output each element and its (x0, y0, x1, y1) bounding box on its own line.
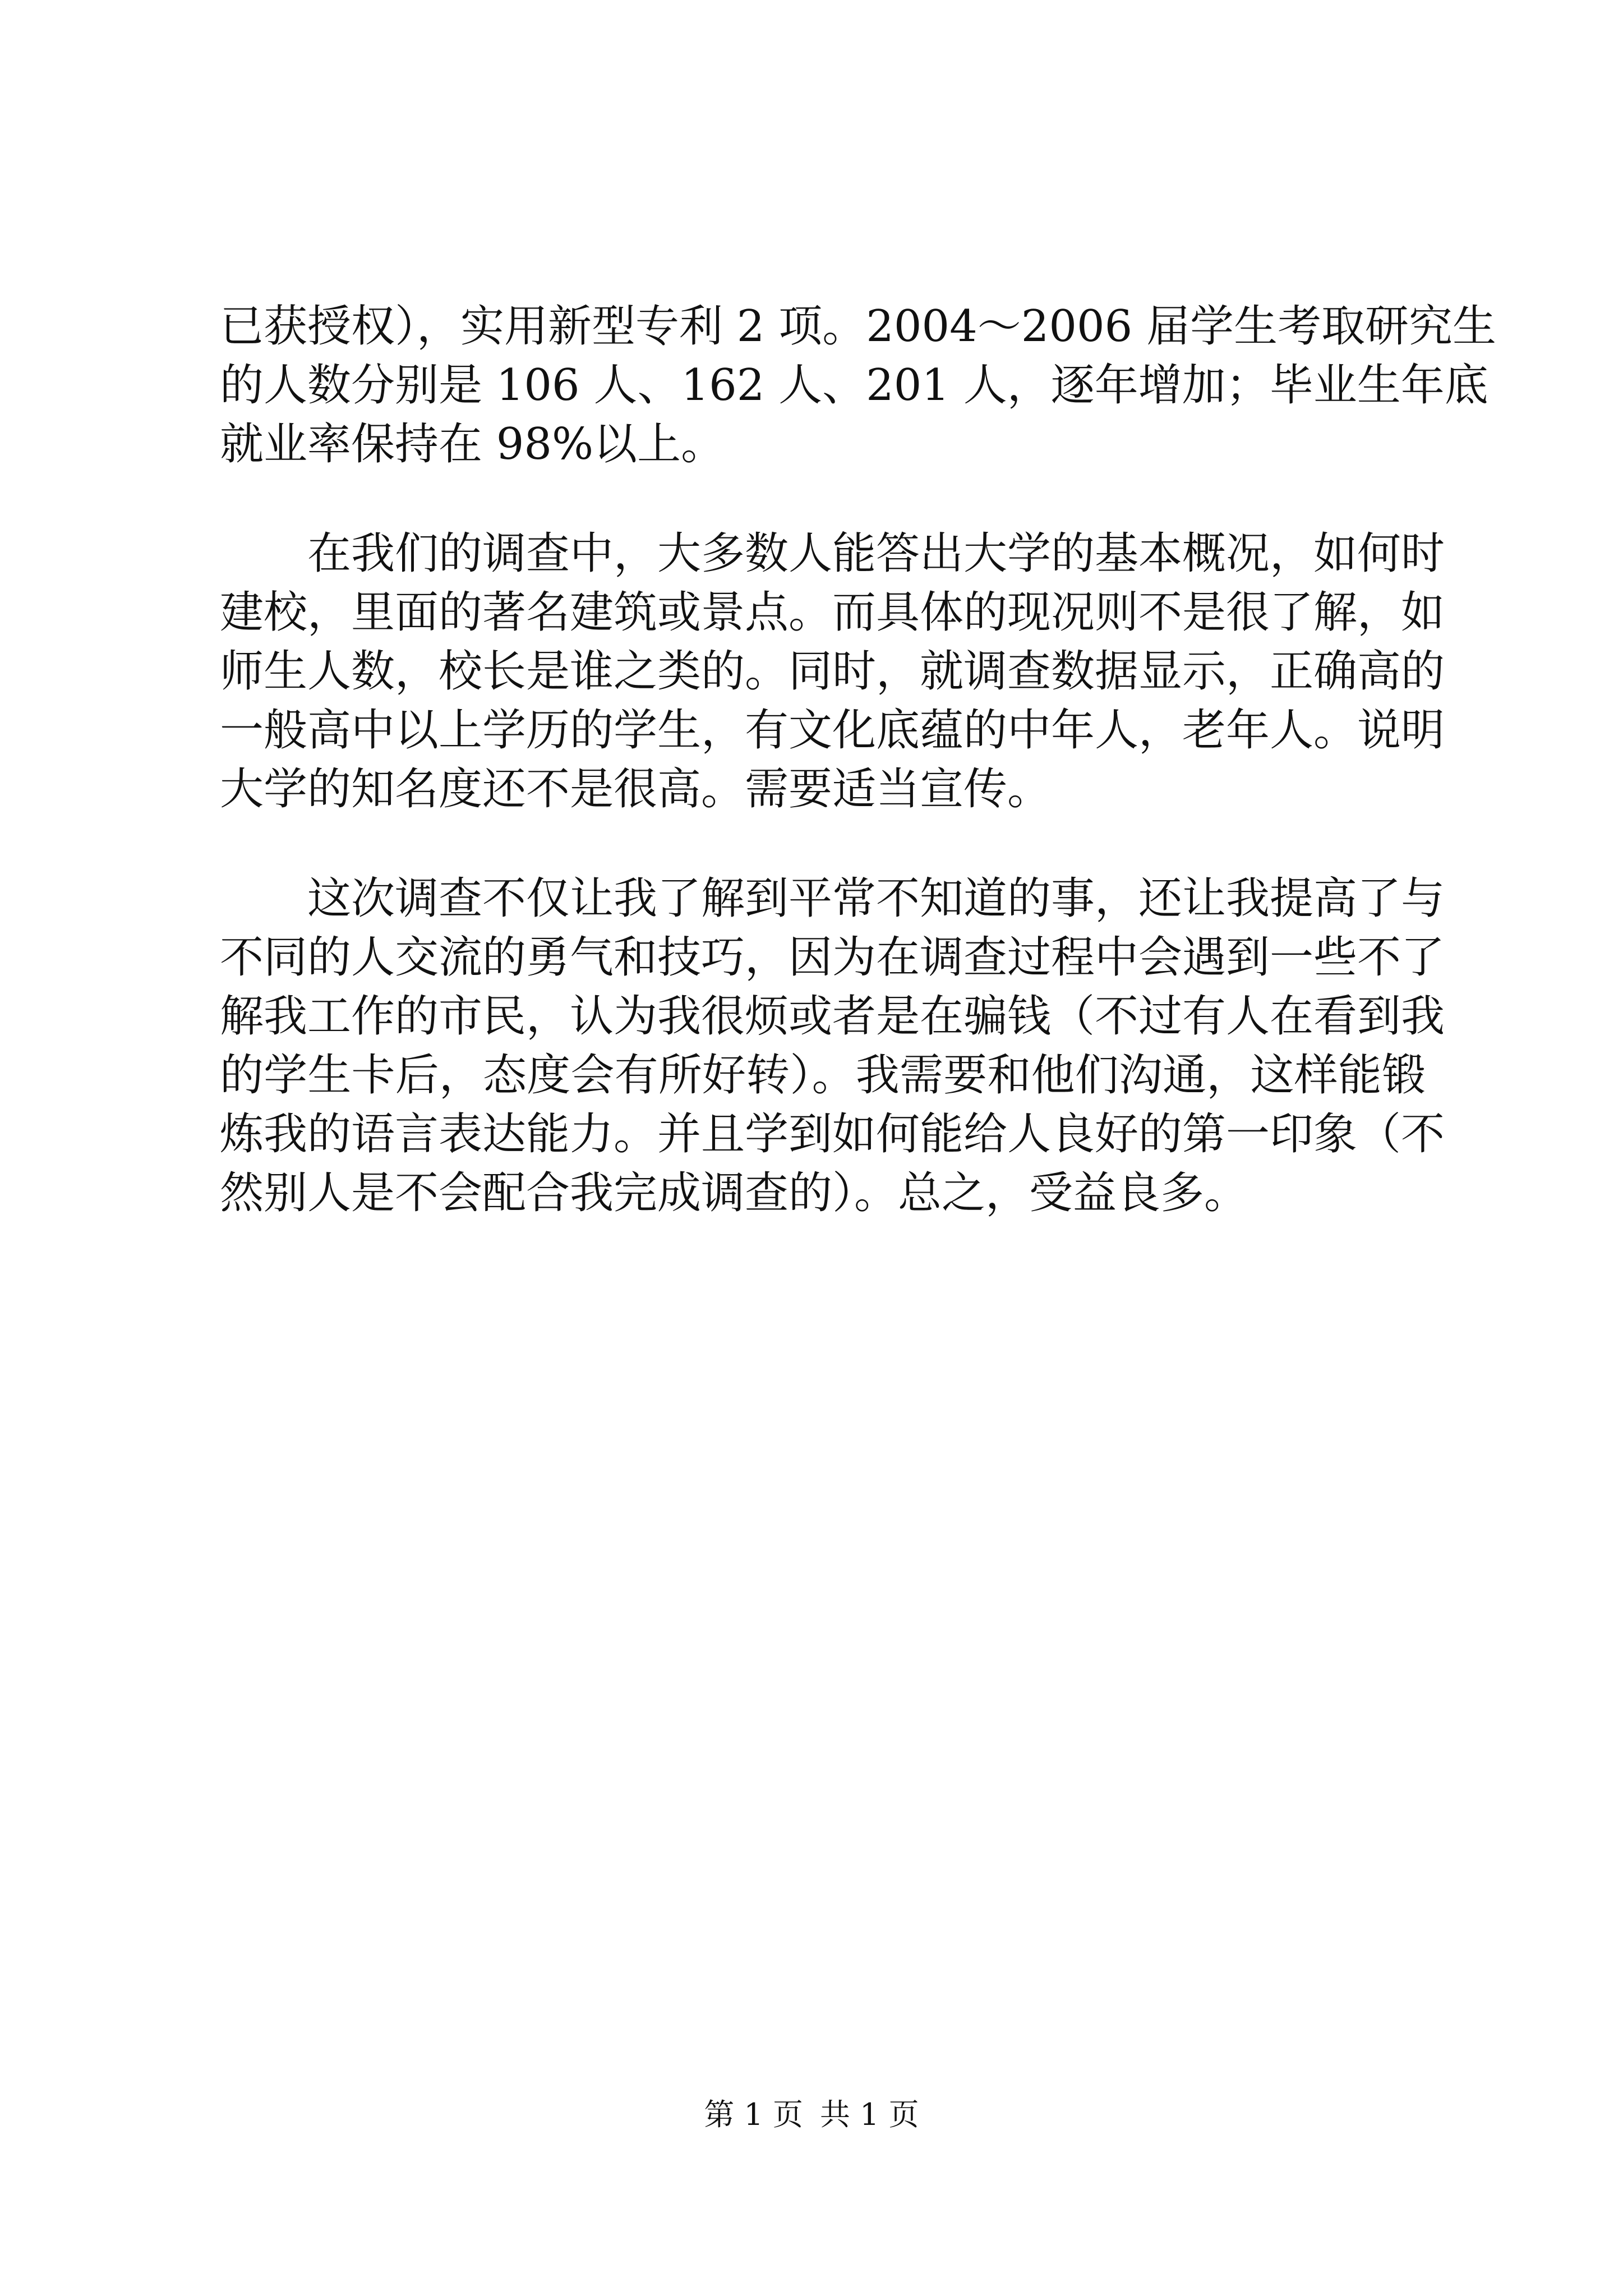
text-line: 就业率保持在 98%以上。 (220, 419, 725, 470)
text-line: 的学生卡后，态度会有所好转）。我需要和他们沟通，这样能锻 (220, 1050, 1426, 1101)
text-line: 建校，里面的著名建筑或景点。而具体的现况则不是很了解，如 (220, 587, 1445, 638)
text-line: 的人数分别是 106 人、162 人、201 人，逐年增加；毕业生年底 (220, 360, 1488, 411)
text-line: 在我们的调查中，大多数人能答出大学的基本概况，如何时 (307, 528, 1445, 579)
text-line: 解我工作的市民，认为我很烦或者是在骗钱（不过有人在看到我 (220, 991, 1445, 1042)
text-line: 大学的知名度还不是很高。需要适当宣传。 (220, 764, 1052, 815)
text-line: 炼我的语言表达能力。并且学到如何能给人良好的第一印象（不 (220, 1109, 1445, 1159)
document-body (220, 297, 1497, 1223)
page-footer (0, 2095, 1623, 2134)
page-number-current: 第 1 页 (704, 2097, 803, 2132)
paragraph-spacer (220, 474, 1426, 524)
text-line: 一般高中以上学历的学生，有文化底蕴的中年人，老年人。说明 (220, 705, 1445, 756)
text-line: 师生人数，校长是谁之类的。同时，就调查数据显示，正确高的 (220, 646, 1445, 697)
paragraph-2 (220, 524, 1445, 819)
text-line: 这次调查不仅让我了解到平常不知道的事，还让我提高了与 (307, 873, 1445, 924)
text-line: 不同的人交流的勇气和技巧，因为在调查过程中会遇到一些不了 (220, 932, 1445, 983)
text-line: 然别人是不会配合我完成调查的）。总之，受益良多。 (220, 1168, 1248, 1218)
text-line: 已获授权），实用新型专利 2 项。2004～2006 届学生考取研究生 (220, 301, 1497, 352)
paragraph-3 (220, 869, 1445, 1223)
paragraph-spacer (220, 819, 1426, 869)
paragraph-1 (220, 297, 1497, 474)
page-number-total: 共 1 页 (820, 2097, 919, 2132)
